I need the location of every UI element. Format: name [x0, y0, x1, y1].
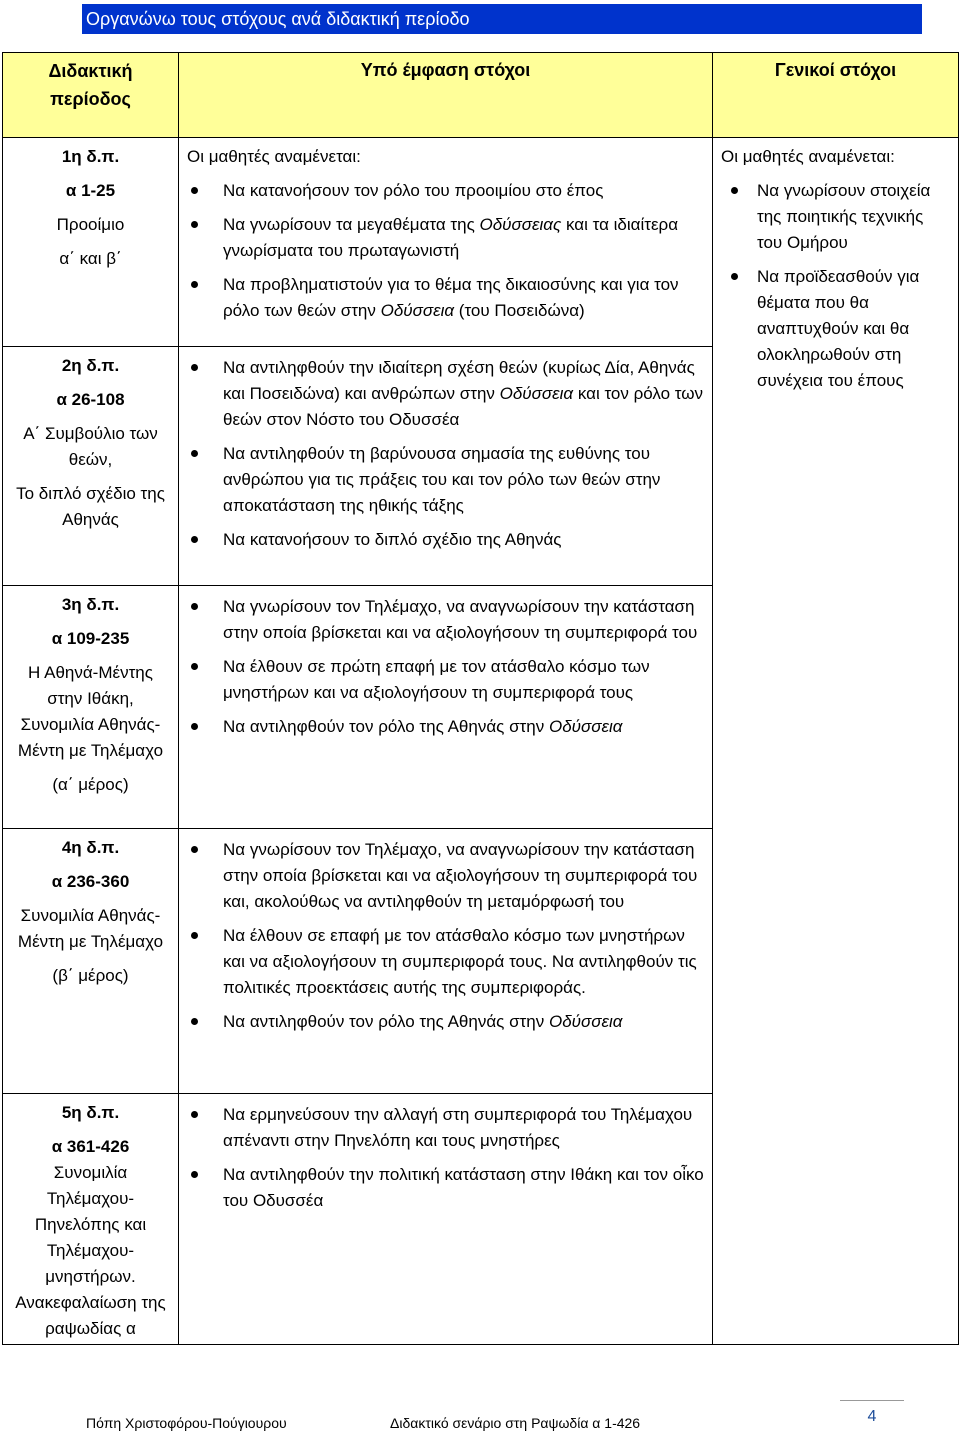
objective-text: Να κατανοήσουν το διπλό σχέδιο της Αθηνάς — [223, 530, 562, 549]
period-cell-3 — [3, 586, 179, 829]
specific-objectives-cell-3 — [179, 586, 713, 829]
bullet-icon — [191, 221, 198, 228]
period-number: 2η δ.π. — [61, 356, 120, 375]
header-period-line1: Διδακτική — [48, 61, 133, 81]
page-number: 4 — [867, 1408, 877, 1425]
specific-objectives-cell-1 — [179, 138, 713, 347]
bullet-icon — [191, 932, 198, 939]
objective-text: (του Ποσειδώνα) — [454, 301, 585, 320]
objective-text: και τον ρόλο των θεών στον Νόστο του Οδυσσέα — [223, 384, 704, 429]
objective-text: Να ερμηνεύσουν την αλλαγή στη συμπεριφορά του Τηλέμαχου απέναντι στην Πηνελόπη και τους μνηστήρες — [223, 1105, 693, 1150]
objective-item — [179, 923, 704, 1001]
objective-text: και τα ιδιαίτερα γνωρίσματα του πρωταγωνιστή — [223, 215, 679, 260]
footer-document-title: Διδακτικό σενάριο στη Ραψωδία α 1-426 — [390, 1415, 641, 1431]
objective-text: Να αντιληφθούν τον ρόλο της Αθηνάς στην — [223, 1012, 549, 1031]
objective-item — [179, 212, 704, 264]
bullet-icon — [191, 281, 198, 288]
period-number: 5η δ.π. — [61, 1103, 120, 1122]
period-verses: α 236-360 — [51, 872, 130, 891]
objective-text: Να γνωρίσουν τον Τηλέμαχο, να αναγνωρίσουν την κατάσταση στην οποία βρίσκεται και να αξιολογήσουν τη συμπεριφορά του και, ακολούθως να αντιληφθούν τη μεταμόρφωσή του — [223, 840, 698, 911]
objective-item — [179, 441, 704, 519]
period-subtitle: Το διπλό σχέδιο της Αθηνάς — [16, 484, 165, 529]
period-number: 1η δ.π. — [61, 147, 120, 166]
period-part-note: (β΄ μέρος) — [52, 966, 129, 985]
objective-text: Να αντιληφθούν τον ρόλο της Αθηνάς στην — [223, 717, 549, 736]
specific-objectives-cell-2 — [179, 347, 713, 586]
period-cell-2 — [3, 347, 179, 586]
objective-item — [179, 654, 704, 706]
italic-work-title: Οδύσσεια — [499, 384, 574, 403]
general-objectives-cell — [713, 138, 959, 1345]
page-banner-title: Οργανώνω τους στόχους ανά διδακτική περίοδο — [82, 4, 922, 34]
bullet-icon — [191, 187, 198, 194]
header-specific-objectives: Υπό έμφαση στόχοι — [179, 53, 713, 138]
period-title: Συνομιλία Τηλέμαχου-Πηνελόπης και Τηλέμαχου-μνηστήρων. Ανακεφαλαίωση της ραψωδίας α — [15, 1163, 166, 1338]
objective-item — [179, 1009, 704, 1035]
footer-author: Πόπη Χριστοφόρου-Πούγιουρου — [86, 1415, 287, 1431]
objective-item — [179, 714, 704, 740]
header-period-line2: περίοδος — [50, 89, 131, 109]
bullet-icon — [191, 1171, 198, 1178]
italic-work-title: Οδύσσεια — [548, 1012, 623, 1031]
objective-item — [179, 1102, 704, 1154]
general-objective-text: Να προϊδεασθούν για θέματα που θα αναπτυχθούν και θα ολοκληρωθούν στη συνέχεια του έπους — [757, 267, 920, 390]
objective-text: Να γνωρίσουν τον Τηλέμαχο, να αναγνωρίσουν την κατάσταση στην οποία βρίσκεται και να αξιολογήσουν τη συμπεριφορά του — [223, 597, 698, 642]
bullet-icon — [731, 187, 738, 194]
table-header-row — [3, 53, 959, 138]
bullet-icon — [191, 1018, 198, 1025]
objective-item — [179, 272, 704, 324]
objective-item — [179, 178, 704, 204]
objective-text: Να έλθουν σε πρώτη επαφή με τον ατάσθαλο κόσμο των μνηστήρων και να αξιολογήσουν τη συμπεριφορά τους — [223, 657, 650, 702]
general-objective-text: Να γνωρίσουν στοιχεία της ποιητικής τεχνικής του Ομήρου — [757, 181, 931, 252]
specific-intro: Οι μαθητές αναμένεται: — [187, 147, 361, 166]
period-part-note: (α΄ μέρος) — [52, 775, 129, 794]
objective-text: Να αντιληφθούν την πολιτική κατάσταση στην Ιθάκη και τον οἶκο του Οδυσσέα — [223, 1165, 704, 1210]
bullet-icon — [191, 663, 198, 670]
bullet-icon — [191, 603, 198, 610]
period-cell-4 — [3, 829, 179, 1094]
objective-list — [179, 355, 712, 559]
general-intro: Οι μαθητές αναμένεται: — [721, 147, 895, 166]
bullet-icon — [731, 273, 738, 280]
bullet-icon — [191, 450, 198, 457]
specific-objectives-cell-5 — [179, 1094, 713, 1345]
bullet-icon — [191, 536, 198, 543]
period-title: Συνομιλία Αθηνάς-Μέντη με Τηλέμαχο — [17, 906, 164, 951]
italic-work-title: Οδύσσεια — [380, 301, 455, 320]
bullet-icon — [191, 723, 198, 730]
bullet-icon — [191, 364, 198, 371]
objective-item — [179, 837, 704, 915]
objective-text: Να προβληματιστούν για το θέμα της δικαιοσύνης και για τον ρόλο των θεών στην — [223, 275, 679, 320]
period-row-1 — [3, 138, 959, 347]
period-verses: α 26-108 — [56, 390, 125, 409]
italic-work-title: Οδύσσειας — [479, 215, 562, 234]
period-cell-5 — [3, 1094, 179, 1345]
bullet-icon — [191, 846, 198, 853]
objective-item — [179, 1162, 704, 1214]
objective-list — [179, 837, 712, 1041]
page-number-rule — [840, 1400, 904, 1401]
period-title: Η Αθηνά-Μέντης στην Ιθάκη, Συνομιλία Αθηνάς-Μέντη με Τηλέμαχο — [17, 663, 164, 760]
period-verses: α 361-426 — [51, 1137, 130, 1156]
objective-text: Να αντιληφθούν την ιδιαίτερη σχέση θεών (κυρίως Δία, Αθηνάς και Ποσειδώνα) και ανθρώπων στην — [223, 358, 695, 403]
objective-text: Να αντιληφθούν τη βαρύνουσα σημασία της ευθύνης του ανθρώπου για τις πράξεις του και τον ρόλο των θεών στην αποκατάσταση της ηθικής τάξης — [223, 444, 661, 515]
bullet-icon — [191, 1111, 198, 1118]
period-subtitle: α΄ και β΄ — [59, 249, 122, 268]
objective-item — [179, 594, 704, 646]
objective-text: Να γνωρίσουν τα μεγαθέματα της — [223, 215, 480, 234]
general-objective-item — [713, 178, 950, 256]
period-number: 4η δ.π. — [61, 838, 120, 857]
period-verses: α 1-25 — [65, 181, 116, 200]
objective-text: Να κατανοήσουν τον ρόλο του προοιμίου στο έπος — [223, 181, 604, 200]
general-objective-item — [713, 264, 950, 394]
header-general-objectives: Γενικοί στόχοι — [713, 53, 959, 138]
objective-item — [179, 527, 704, 553]
period-title: Προοίμιο — [56, 215, 125, 234]
header-period — [3, 53, 179, 138]
specific-objectives-cell-4 — [179, 829, 713, 1094]
italic-work-title: Οδύσσεια — [548, 717, 623, 736]
period-title: Α΄ Συμβούλιο των θεών, — [23, 424, 158, 469]
objective-list — [179, 1102, 712, 1220]
objective-text: Να έλθουν σε επαφή με τον ατάσθαλο κόσμο των μνηστήρων και να αξιολογήσουν τη συμπεριφορά τους. Να αντιληφθούν τις πολιτικές προεκτάσεις αυτής της συμπεριφοράς. — [223, 926, 697, 997]
general-objective-list — [713, 178, 958, 400]
objectives-table — [2, 52, 959, 1345]
period-cell-1 — [3, 138, 179, 347]
objective-list — [179, 178, 712, 330]
period-number: 3η δ.π. — [61, 595, 120, 614]
period-verses: α 109-235 — [51, 629, 130, 648]
objective-item — [179, 355, 704, 433]
objective-list — [179, 594, 712, 746]
